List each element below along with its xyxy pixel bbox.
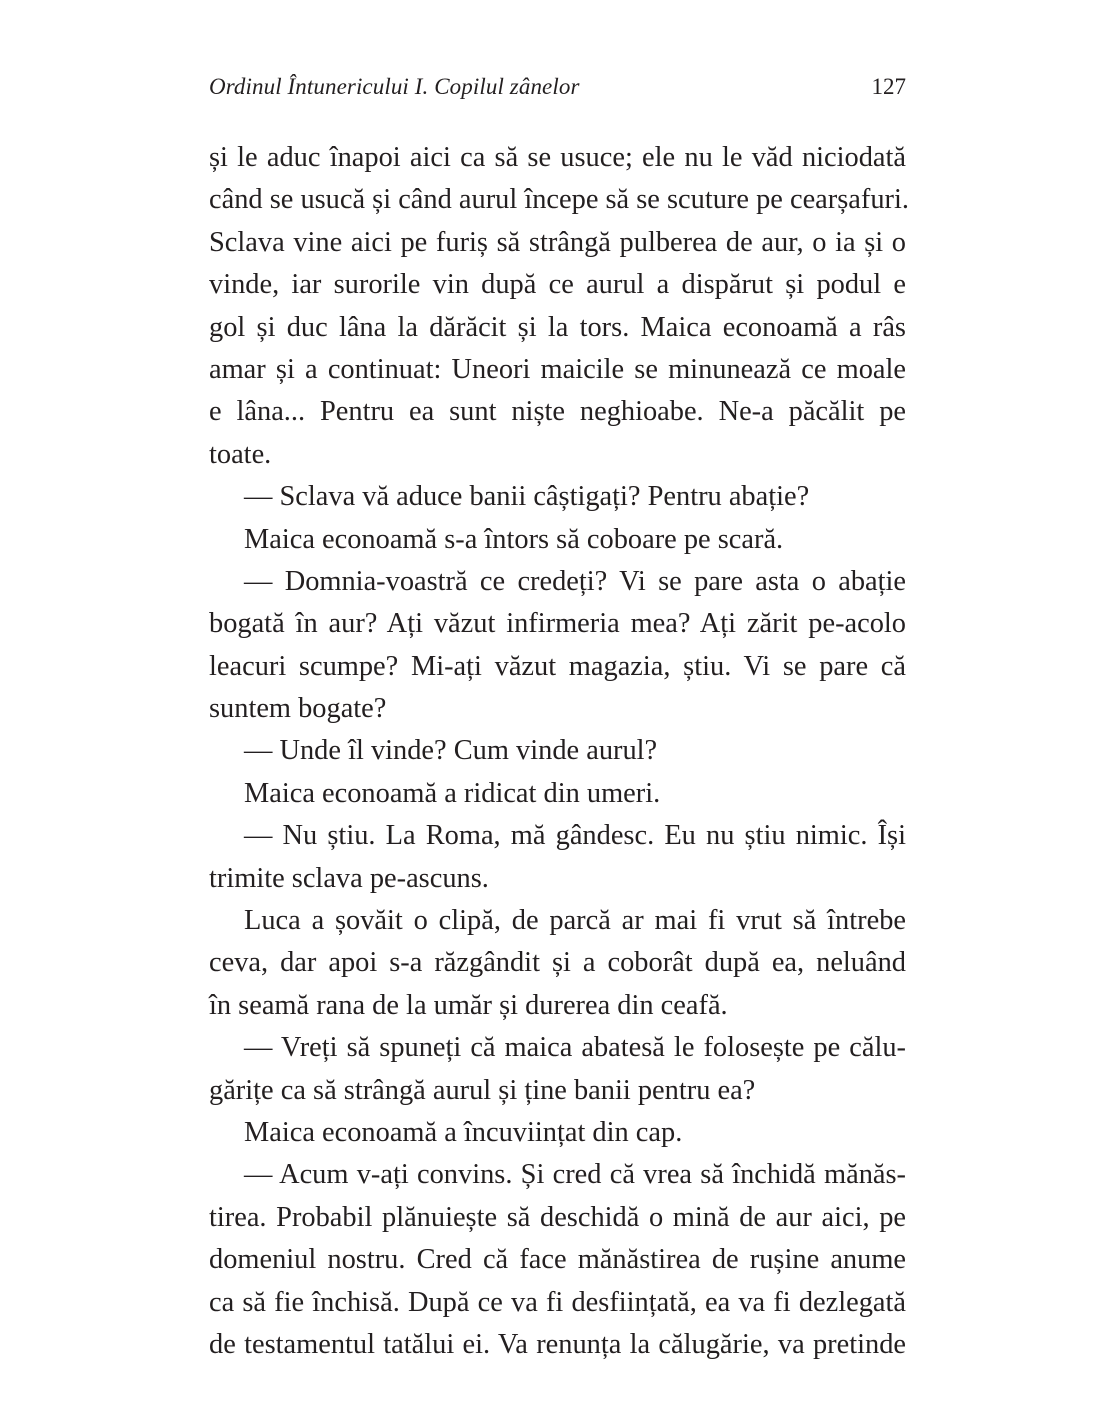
text-line: Maica econoamă a ridicat din umeri. [244, 777, 661, 809]
text-line: tirea. Probabil plănuiește să deschidă o mină de aur aici, pe [209, 1201, 906, 1233]
text-line: e lâna... Pentru ea sunt niște neghioabe. Ne-a păcălit pe [209, 396, 906, 428]
text-line: ca să fie închisă. După ce va fi desființată, ea va fi dezlegată [209, 1286, 906, 1318]
text-line: gol și duc lâna la dărăcit și la tors. Maica econoamă a râs [209, 311, 906, 343]
text-line: când se usucă și când aurul începe să se scuture pe cearșafuri. [209, 184, 909, 216]
text-line: trimite sclava pe-ascuns. [209, 862, 489, 894]
text-line: — Vreți să spuneți că maica abatesă le folosește pe călu- [244, 1032, 906, 1064]
text-line: — Domnia-voastră ce credeți? Vi se pare asta o abație [244, 565, 906, 597]
text-line: ceva, dar apoi s-a răzgândit și a coborât după ea, neluând [209, 947, 906, 979]
text-line: Maica econoamă s-a întors să coboare pe scară. [244, 523, 784, 555]
text-line: amar și a continuat: Uneori maicile se minunează ce moale [209, 353, 906, 385]
text-line: leacuri scumpe? Mi-ați văzut magazia, știu. Vi se pare că [209, 650, 906, 682]
text-line: Luca a șovăit o clipă, de parcă ar mai fi vrut să întrebe [244, 905, 906, 937]
text-line: gărițe ca să strângă aurul și ține banii pentru ea? [209, 1074, 756, 1106]
text-line: — Sclava vă aduce banii câștigați? Pentru abație? [244, 481, 810, 513]
text-line: de testamentul tatălui ei. Va renunța la călugărie, va pretinde [209, 1328, 906, 1360]
text-line: vinde, iar surorile vin după ce aurul a dispărut și podul e [209, 269, 906, 301]
text-line: Sclava vine aici pe furiș să strângă pulberea de aur, o ia și o [209, 226, 906, 258]
text-line: bogată în aur? Ați văzut infirmeria mea? Ați zărit pe-acolo [209, 608, 906, 640]
text-line: în seamă rana de la umăr și durerea din ceafă. [209, 989, 728, 1021]
body-text [209, 137, 909, 1366]
text-line: toate. [209, 438, 272, 470]
text-line: — Nu știu. La Roma, mă gândesc. Eu nu știu nimic. Își [244, 820, 906, 852]
page-number: 127 [871, 74, 906, 99]
text-line: și le aduc înapoi aici ca să se usuce; ele nu le văd niciodată [209, 142, 906, 173]
text-line: domeniul nostru. Cred că face mănăstirea de rușine anume [209, 1244, 906, 1276]
text-line: — Acum v-ați convins. Și cred că vrea să închidă mănăs- [244, 1159, 906, 1191]
text-line: — Unde îl vinde? Cum vinde aurul? [244, 735, 658, 767]
text-line: suntem bogate? [209, 693, 387, 725]
page-header [209, 74, 906, 106]
text-line: Maica econoamă a încuviințat din cap. [244, 1116, 683, 1148]
running-title: Ordinul Întunericului I. Copilul zânelor [209, 74, 580, 99]
